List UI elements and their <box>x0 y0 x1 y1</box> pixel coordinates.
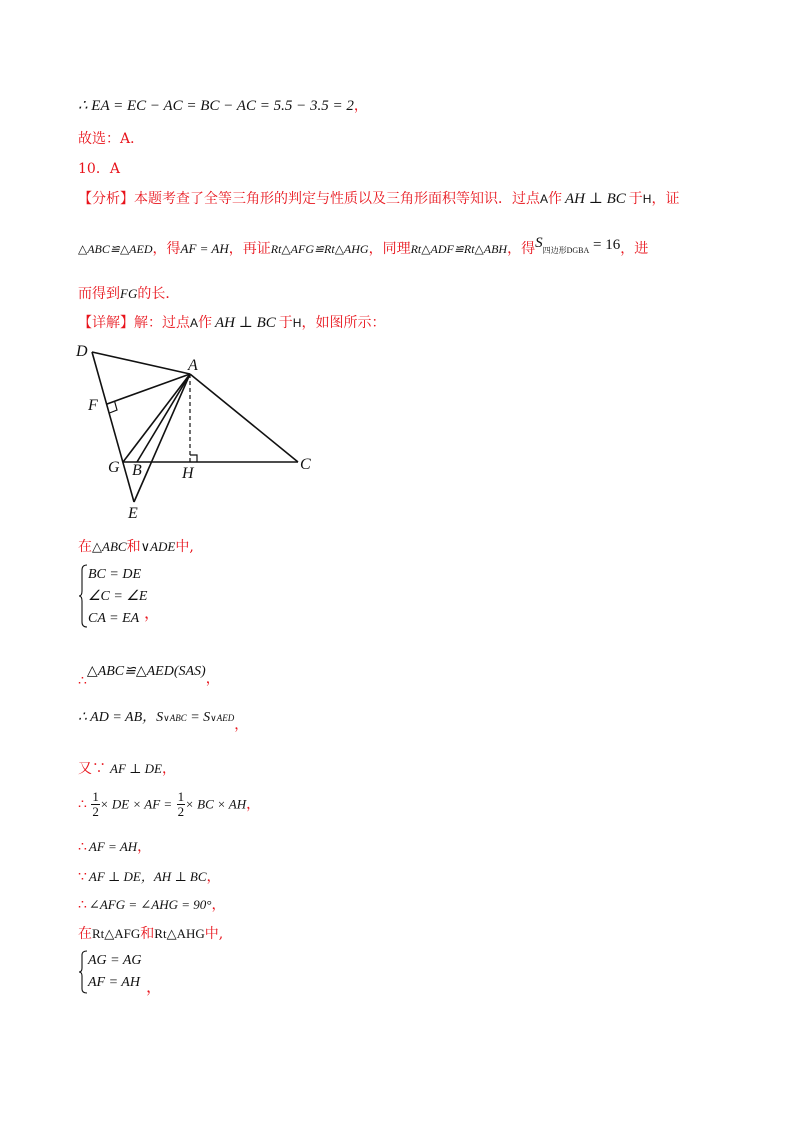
question-number: 10．A <box>78 161 120 177</box>
fraction-half-2 <box>177 790 186 819</box>
math-ah-perp-bc: AH ⊥ BC <box>565 191 626 207</box>
equation-line-ea <box>78 95 368 115</box>
math-de-af: × DE × AF = <box>99 796 173 812</box>
in-right-triangles-line <box>78 923 223 943</box>
label-a: A <box>188 357 198 374</box>
math-congruent-abc-aed: △ABC≌△AED <box>78 242 153 256</box>
text: ，再证 <box>228 241 271 257</box>
equation-bc-de: BC = DE <box>88 567 141 582</box>
segment-de <box>92 352 134 502</box>
numerator: 1 <box>177 789 185 804</box>
therefore-symbol: ∴ <box>78 673 87 689</box>
math-right-angles: ∠AFG = ∠AHG = 90° <box>88 897 212 912</box>
punct: ， <box>246 796 261 813</box>
ad-ab-area-line <box>78 706 249 733</box>
punct: ， <box>211 897 226 913</box>
math-ah-perp-bc: AH ⊥ BC <box>215 315 276 331</box>
text: 在 <box>78 926 92 942</box>
therefore-symbol: ∴ <box>78 897 87 913</box>
punct: ， <box>353 98 368 114</box>
text: ，进 <box>620 241 649 257</box>
text: 在 <box>78 539 92 555</box>
point-a: A <box>190 316 199 330</box>
text: ，证 <box>651 191 680 207</box>
text: 于 <box>628 191 643 207</box>
math-af-perp-de: AF ⊥ DE <box>110 761 162 776</box>
label-c: C <box>300 456 311 473</box>
math-perpendiculars: AF ⊥ DE，AH ⊥ BC <box>88 869 207 884</box>
punct: ， <box>234 717 249 733</box>
math-bc-ah: × BC × AH <box>185 796 247 812</box>
point-h: H <box>642 192 652 206</box>
equation-af-ah: AF = AH <box>88 975 140 990</box>
math-fg: FG <box>120 286 138 301</box>
math-af-eq-ah: AF = AH <box>88 839 138 854</box>
math-rt-adf-abh: Rt△ADF≌Rt△ABH <box>410 242 508 256</box>
equation-system-1 <box>78 564 198 630</box>
segment-ab <box>137 374 190 462</box>
because-symbol: ∵ <box>78 869 87 885</box>
solution-label: 【详解】解：过点 <box>78 315 190 331</box>
label-f: F <box>88 397 98 414</box>
label-h: H <box>182 465 194 482</box>
text: 作 <box>548 191 563 207</box>
subscript-aed: ∨AED <box>210 713 235 723</box>
text: 中, <box>204 926 224 942</box>
text: ，同理 <box>368 241 411 257</box>
solution-intro <box>78 312 385 332</box>
segment-ae <box>134 374 190 502</box>
equation-angle-c-e: ∠C = ∠E <box>88 589 148 604</box>
equation-system-2 <box>78 950 198 996</box>
math-triangle-abc: △ABC <box>92 539 127 554</box>
math-rt-afg: Rt△AFG <box>92 926 141 941</box>
point-h: H <box>292 316 302 330</box>
perp-line <box>78 866 221 886</box>
punct: ， <box>205 671 220 687</box>
text: 和 <box>140 926 155 942</box>
left-brace <box>78 950 88 994</box>
segment-da <box>92 352 190 374</box>
denominator: 2 <box>92 804 99 819</box>
equation-ca-ea: CA = EA <box>88 611 140 626</box>
punct: ， <box>137 839 152 855</box>
math-rt-afg-ahg: Rt△AFG≌Rt△AHG <box>270 242 369 256</box>
answer-choice-line: 故选：A． <box>78 131 145 147</box>
math-area-subscript: 四边形DGBA <box>542 246 590 255</box>
text: 作 <box>198 315 213 331</box>
math-triangle-ade: ∨ADE <box>140 539 176 554</box>
text: ，得 <box>507 241 536 257</box>
equation-ag-ag: AG = AG <box>88 953 142 968</box>
math-area-value: = 16 <box>589 237 621 253</box>
therefore-symbol: ∴ <box>78 839 87 855</box>
label-g: G <box>108 459 120 476</box>
math-ad-eq-ab: ∴ AD = AB，S <box>78 710 164 725</box>
text: ，如图所示： <box>301 315 386 331</box>
area-equation-line <box>78 790 260 819</box>
math-af-eq-ah: AF = AH <box>180 241 229 256</box>
left-brace <box>78 564 88 628</box>
segment-af <box>107 374 190 404</box>
congruence-conclusion <box>78 660 220 689</box>
right-angle-h <box>190 455 197 462</box>
ea-equation: ∴ EA = EC − AC = BC − AC = 5.5 − 3.5 = 2 <box>78 98 354 114</box>
denominator: 2 <box>177 804 185 819</box>
math-eq-s: = S <box>186 710 211 725</box>
math-rt-ahg: Rt△AHG <box>154 926 205 941</box>
because-af-perp-de <box>78 758 176 778</box>
point-a: A <box>540 192 549 206</box>
system-2-rows <box>88 950 142 994</box>
math-abc-congruent-aed-sas: △ABC≌△AED(SAS) <box>86 664 206 679</box>
therefore-symbol: ∴ <box>78 796 87 813</box>
punct: ， <box>206 869 221 885</box>
text: 而得到 <box>78 286 120 302</box>
geometry-figure <box>70 338 340 520</box>
in-triangles-line <box>78 536 194 556</box>
label-b: B <box>132 462 142 479</box>
angle-line <box>78 894 225 914</box>
punct: ， <box>146 977 163 996</box>
numerator: 1 <box>92 789 99 804</box>
text: 于 <box>278 315 293 331</box>
punct: ， <box>144 603 161 622</box>
text: ，得 <box>152 241 181 257</box>
system-1-rows <box>88 564 147 630</box>
text: 的长． <box>137 286 180 302</box>
af-eq-ah-line <box>78 836 151 856</box>
punct: ， <box>161 761 176 777</box>
label-e: E <box>128 505 138 520</box>
analysis-line-2 <box>78 235 649 258</box>
label-d: D <box>76 343 88 360</box>
analysis-line-1 <box>78 188 679 208</box>
subscript-abc: ∨ABC <box>163 713 187 723</box>
text: 又∵ <box>78 761 106 777</box>
text: 中, <box>175 539 194 555</box>
analysis-text: 【分析】本题考查了全等三角形的判定与性质以及三角形面积等知识．过点 <box>78 191 540 207</box>
segment-ac <box>190 374 298 462</box>
math-area-s: S <box>535 235 543 251</box>
text: 和 <box>126 539 141 555</box>
fraction-half-1 <box>91 790 100 819</box>
analysis-line-3 <box>78 283 179 303</box>
